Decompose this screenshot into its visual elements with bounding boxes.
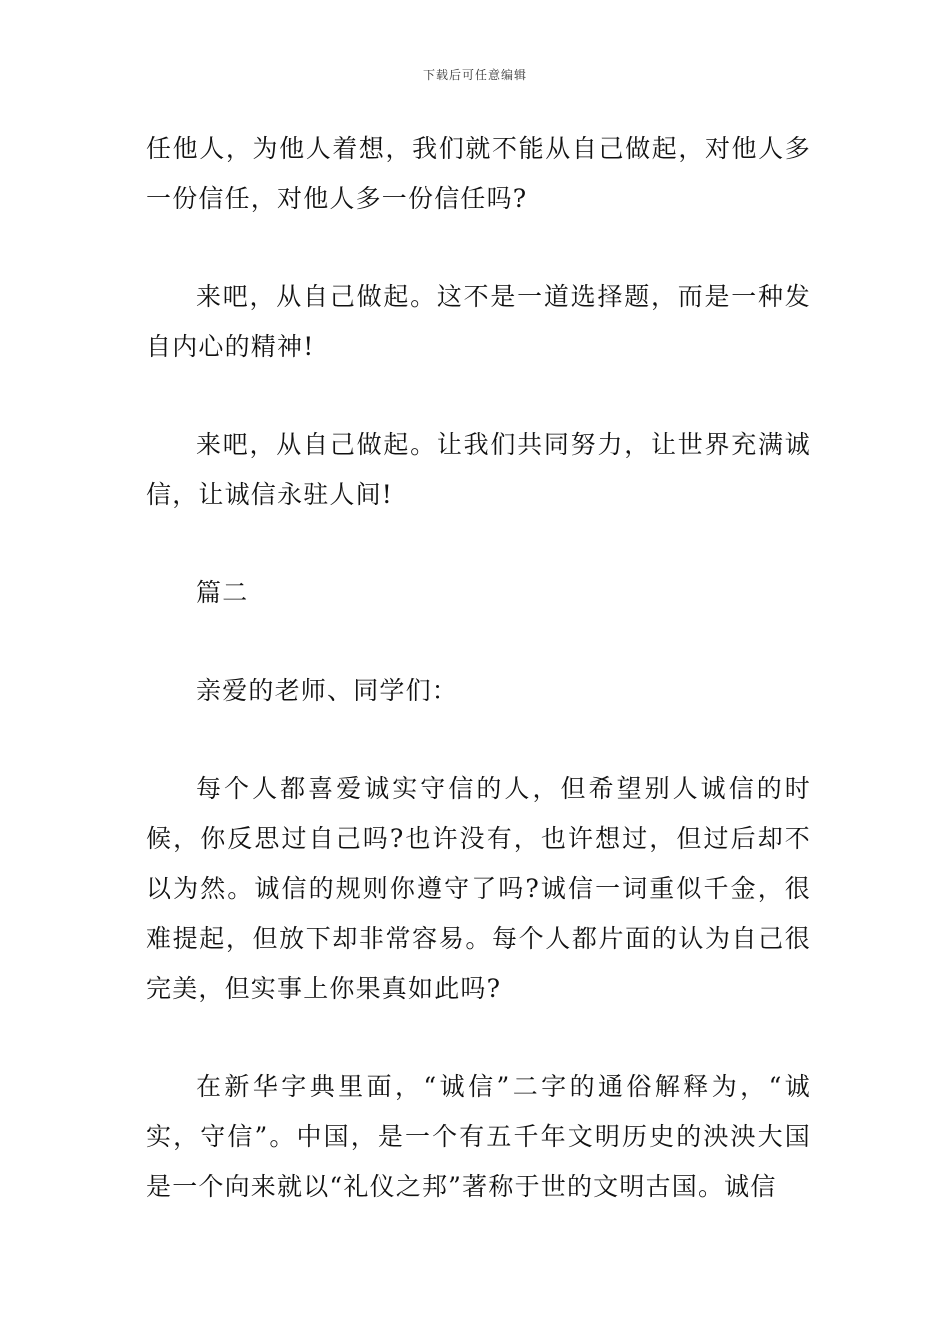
section-heading: 篇二 [196,578,249,607]
paragraph: 在新华字典里面，“诚信”二字的通俗解释为，“诚实，守信”。中国，是一个有五千年文明历史的泱泱大国是一个向来就以“礼仪之邦”著称于世的文明古国。诚信 [146,1072,811,1201]
paragraph: 来吧，从自己做起。这不是一道选择题，而是一种发自内心的精神! [146,282,811,361]
header-note: 下载后可任意编辑 [422,68,527,82]
paragraph: 每个人都喜爱诚实守信的人，但希望别人诚信的时候，你反思过自己吗?也许没有，也许想过，但过后却不以为然。诚信的规则你遵守了吗?诚信一词重似千金，很难提起，但放下却非常容易。每个人都片面的认为自己很完美，但实事上你果真如此吗? [146,774,811,1003]
paragraph-continuation: 任他人，为他人着想，我们就不能从自己做起，对他人多一份信任，对他人多一份信任吗? [146,134,811,213]
salutation: 亲爱的老师、同学们： [196,676,459,705]
document-body [146,124,811,1212]
paragraph: 来吧，从自己做起。让我们共同努力，让世界充满诚信，让诚信永驻人间! [146,430,811,509]
